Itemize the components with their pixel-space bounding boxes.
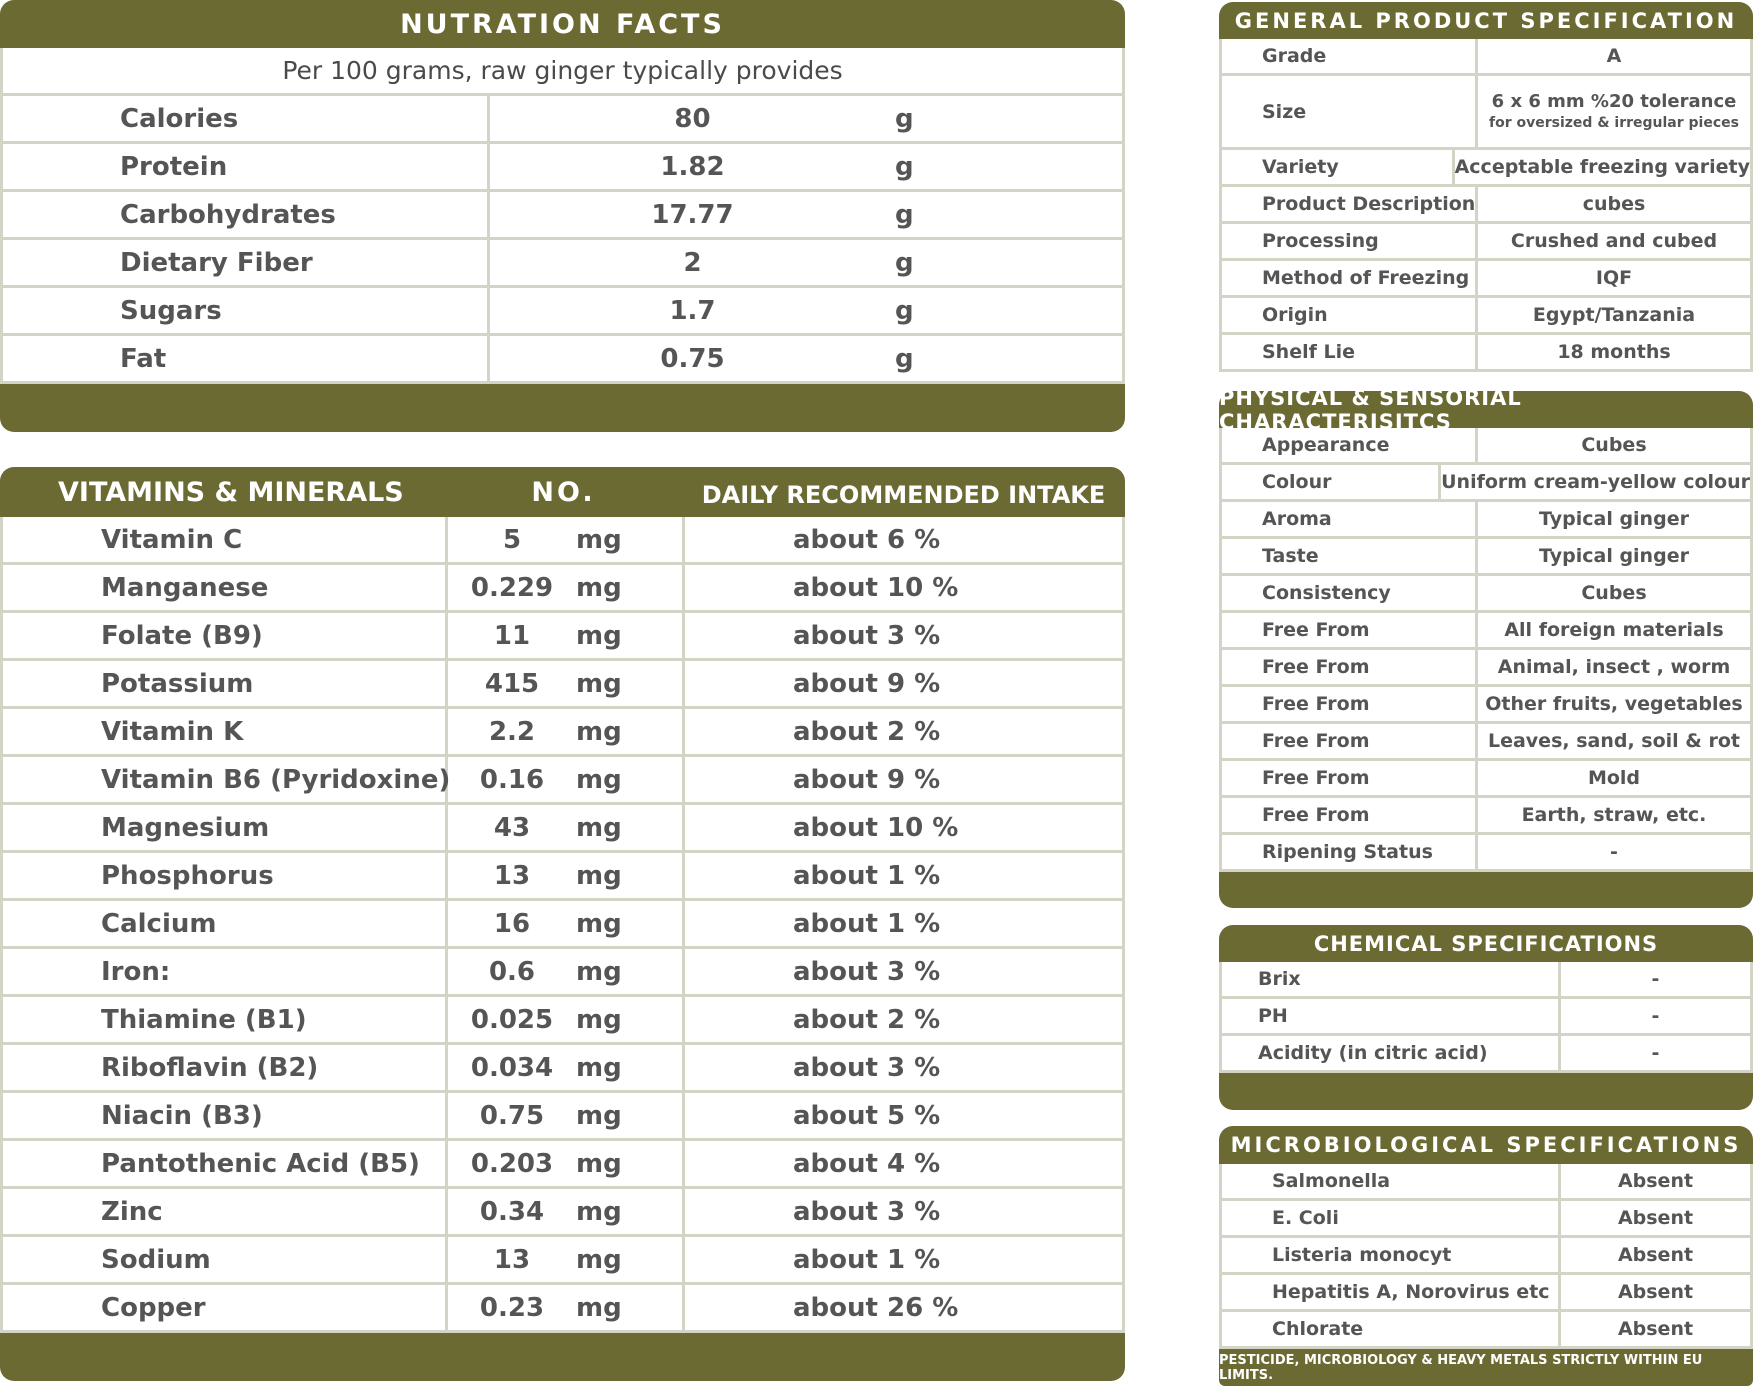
chemical-spec-title: CHEMICAL SPECIFICATIONS bbox=[1219, 925, 1753, 962]
vitamin-unit: mg bbox=[576, 1052, 622, 1083]
nutrition-subtitle-row bbox=[3, 48, 1122, 96]
spec-key: Aroma bbox=[1222, 502, 1478, 536]
vitamin-unit: mg bbox=[576, 716, 622, 747]
vitamin-amount bbox=[448, 1141, 685, 1186]
nutrition-facts-title: NUTRATION FACTS bbox=[0, 0, 1125, 48]
nutrient-label: Carbohydrates bbox=[3, 192, 490, 237]
vitamin-row bbox=[3, 517, 1122, 565]
vitamin-name: Manganese bbox=[3, 565, 448, 610]
vitamin-row bbox=[3, 1093, 1122, 1141]
spec-key: Free From bbox=[1222, 724, 1478, 758]
vitamin-amount bbox=[448, 565, 685, 610]
vitamin-row bbox=[3, 661, 1122, 709]
vitamin-value: 2.2 bbox=[488, 716, 536, 747]
vitamin-intake: about 3 % bbox=[793, 956, 941, 987]
physical-spec-row bbox=[1222, 465, 1750, 502]
spec-value: - bbox=[1651, 1005, 1660, 1027]
vitamin-intake: about 3 % bbox=[793, 1052, 941, 1083]
spec-key: Origin bbox=[1222, 298, 1478, 332]
nutrition-facts-table bbox=[0, 48, 1125, 384]
vitamin-value: 0.34 bbox=[479, 1196, 545, 1227]
vitamin-name: Copper bbox=[3, 1285, 448, 1330]
vitamin-name: Pantothenic Acid (B5) bbox=[3, 1141, 448, 1186]
vitamin-value: 5 bbox=[502, 524, 522, 555]
vitamin-unit: mg bbox=[576, 668, 622, 699]
vitamin-intake: about 5 % bbox=[793, 1100, 941, 1131]
spec-value: Animal, insect , worm bbox=[1497, 656, 1731, 678]
spec-value: Absent bbox=[1617, 1207, 1694, 1229]
vitamin-unit: mg bbox=[576, 620, 622, 651]
vitamin-intake: about 2 % bbox=[793, 716, 941, 747]
spec-value: - bbox=[1610, 841, 1618, 863]
vitamin-intake: about 1 % bbox=[793, 908, 941, 939]
vitamin-value: 0.6 bbox=[488, 956, 536, 987]
spec-value: Leaves, sand, soil & rot bbox=[1487, 730, 1740, 752]
physical-spec-row bbox=[1222, 650, 1750, 687]
physical-sensorial-title: PHYSICAL & SENSORIAL CHARACTERISITCS bbox=[1219, 391, 1753, 428]
spec-value: Other fruits, vegetables bbox=[1485, 693, 1743, 715]
nutrient-value: 1.82 bbox=[660, 151, 725, 182]
vitamin-unit: mg bbox=[576, 1004, 622, 1035]
vitamin-amount bbox=[448, 661, 685, 706]
spec-key: Chlorate bbox=[1222, 1312, 1561, 1346]
nutrition-row bbox=[3, 240, 1122, 288]
spec-value-note: for oversized & irregular pieces bbox=[1489, 115, 1739, 132]
spec-key: Method of Freezing bbox=[1222, 261, 1478, 295]
physical-spec-row bbox=[1222, 576, 1750, 613]
vitamin-value: 0.16 bbox=[479, 764, 545, 795]
vitamin-unit: mg bbox=[576, 1196, 622, 1227]
spec-key: Appearance bbox=[1222, 428, 1478, 462]
vitamin-name: Vitamin K bbox=[3, 709, 448, 754]
nutrient-unit: g bbox=[895, 151, 914, 182]
microbiological-spec-row bbox=[1222, 1275, 1750, 1312]
nutrient-unit: g bbox=[895, 103, 914, 134]
vitamin-value: 43 bbox=[493, 812, 531, 843]
vitamin-amount bbox=[448, 1285, 685, 1330]
vitamin-name: Calcium bbox=[3, 901, 448, 946]
vitamin-intake: about 3 % bbox=[793, 1196, 941, 1227]
chemical-spec-row bbox=[1222, 1036, 1750, 1073]
spec-key: Consistency bbox=[1222, 576, 1478, 610]
microbiological-spec-row bbox=[1222, 1312, 1750, 1349]
vitamin-amount bbox=[448, 709, 685, 754]
vitamin-intake: about 1 % bbox=[793, 860, 941, 891]
general-spec-table bbox=[1219, 39, 1753, 372]
physical-sensorial-footer bbox=[1219, 872, 1753, 908]
spec-key: Free From bbox=[1222, 613, 1478, 647]
vitamin-name: Vitamin B6 (Pyridoxine) bbox=[3, 757, 448, 802]
vitamin-name: Magnesium bbox=[3, 805, 448, 850]
vitamin-amount bbox=[448, 757, 685, 802]
physical-spec-row bbox=[1222, 613, 1750, 650]
vitamin-row bbox=[3, 997, 1122, 1045]
spec-value: Uniform cream-yellow colour bbox=[1441, 471, 1750, 493]
vitamins-footer bbox=[0, 1333, 1125, 1381]
nutrition-facts-panel bbox=[0, 0, 1125, 432]
nutrient-label: Sugars bbox=[3, 288, 490, 333]
vitamin-value: 0.203 bbox=[470, 1148, 554, 1179]
vitamin-intake: about 1 % bbox=[793, 1244, 941, 1275]
nutrient-value: 17.77 bbox=[651, 199, 734, 230]
nutrient-label: Dietary Fiber bbox=[3, 240, 490, 285]
vitamin-value: 16 bbox=[493, 908, 531, 939]
general-spec-row bbox=[1222, 298, 1750, 335]
vitamin-name: Niacin (B3) bbox=[3, 1093, 448, 1138]
vitamin-intake: about 6 % bbox=[793, 524, 941, 555]
vitamin-amount bbox=[448, 1093, 685, 1138]
vitamin-intake: about 9 % bbox=[793, 764, 941, 795]
spec-value: Typical ginger bbox=[1539, 545, 1689, 567]
vitamins-header-intake: DAILY RECOMMENDED INTAKE bbox=[701, 481, 1106, 509]
spec-key: Free From bbox=[1222, 650, 1478, 684]
nutrition-row bbox=[3, 336, 1122, 384]
vitamins-header-no: NO. bbox=[531, 476, 596, 508]
spec-key: Ripening Status bbox=[1222, 835, 1478, 869]
spec-value: 18 months bbox=[1557, 341, 1671, 363]
limits-note: PESTICIDE, MICROBIOLOGY & HEAVY METALS STRICTLY WITHIN EU LIMITS. bbox=[1219, 1349, 1753, 1386]
general-spec-row bbox=[1222, 335, 1750, 372]
spec-value-main: 6 x 6 mm %20 tolerance bbox=[1491, 90, 1737, 112]
vitamin-unit: mg bbox=[576, 572, 622, 603]
vitamins-minerals-panel bbox=[0, 467, 1125, 1381]
spec-value: Typical ginger bbox=[1539, 508, 1689, 530]
physical-spec-row bbox=[1222, 798, 1750, 835]
nutrient-unit: g bbox=[895, 343, 914, 374]
chemical-spec-row bbox=[1222, 999, 1750, 1036]
spec-value: Absent bbox=[1617, 1170, 1694, 1192]
microbiological-spec-table bbox=[1219, 1164, 1753, 1349]
spec-value: Absent bbox=[1617, 1281, 1694, 1303]
chemical-spec-table bbox=[1219, 962, 1753, 1073]
spec-value: Mold bbox=[1587, 767, 1641, 789]
general-spec-row bbox=[1222, 39, 1750, 76]
spec-key: Grade bbox=[1222, 39, 1478, 73]
chemical-spec-panel bbox=[1219, 925, 1753, 1110]
spec-value: A bbox=[1606, 45, 1622, 67]
spec-key: Listeria monocyt bbox=[1222, 1238, 1561, 1272]
spec-key: Variety bbox=[1222, 150, 1455, 184]
vitamin-value: 415 bbox=[484, 668, 540, 699]
spec-value: - bbox=[1651, 968, 1660, 990]
spec-value: All foreign materials bbox=[1504, 619, 1724, 641]
spec-key: Acidity (in citric acid) bbox=[1222, 1036, 1561, 1070]
nutrient-unit: g bbox=[895, 247, 914, 278]
vitamin-row bbox=[3, 853, 1122, 901]
vitamin-unit: mg bbox=[576, 908, 622, 939]
vitamin-value: 13 bbox=[493, 1244, 531, 1275]
vitamin-amount bbox=[448, 1189, 685, 1234]
nutrition-row bbox=[3, 288, 1122, 336]
vitamin-unit: mg bbox=[576, 812, 622, 843]
chemical-spec-footer bbox=[1219, 1073, 1753, 1110]
physical-spec-row bbox=[1222, 502, 1750, 539]
chemical-spec-row bbox=[1222, 962, 1750, 999]
physical-spec-row bbox=[1222, 835, 1750, 872]
spec-value: Cubes bbox=[1581, 582, 1647, 604]
physical-spec-row bbox=[1222, 428, 1750, 465]
vitamin-value: 13 bbox=[493, 860, 531, 891]
vitamin-intake: about 4 % bbox=[793, 1148, 941, 1179]
vitamins-table bbox=[0, 517, 1125, 1333]
vitamin-unit: mg bbox=[576, 1292, 622, 1323]
vitamin-amount bbox=[448, 613, 685, 658]
nutrition-facts-footer bbox=[0, 384, 1125, 432]
nutrient-label: Calories bbox=[3, 96, 490, 141]
vitamin-row bbox=[3, 1285, 1122, 1333]
vitamin-row bbox=[3, 613, 1122, 661]
vitamin-value: 0.75 bbox=[479, 1100, 545, 1131]
spec-key: E. Coli bbox=[1222, 1201, 1561, 1235]
nutrition-row bbox=[3, 192, 1122, 240]
spec-value: Egypt/Tanzania bbox=[1532, 304, 1696, 326]
general-spec-row bbox=[1222, 261, 1750, 298]
general-spec-title: GENERAL PRODUCT SPECIFICATION bbox=[1219, 2, 1753, 39]
general-spec-row bbox=[1222, 224, 1750, 261]
vitamin-name: Riboflavin (B2) bbox=[3, 1045, 448, 1090]
physical-spec-row bbox=[1222, 724, 1750, 761]
vitamin-intake: about 9 % bbox=[793, 668, 941, 699]
vitamin-value: 0.229 bbox=[470, 572, 554, 603]
vitamin-intake: about 10 % bbox=[793, 572, 959, 603]
vitamin-unit: mg bbox=[576, 524, 622, 555]
spec-value: Crushed and cubed bbox=[1510, 230, 1718, 252]
general-spec-row bbox=[1222, 150, 1750, 187]
spec-value: Acceptable freezing variety bbox=[1454, 156, 1750, 178]
physical-spec-row bbox=[1222, 687, 1750, 724]
vitamin-amount bbox=[448, 805, 685, 850]
spec-value: Earth, straw, etc. bbox=[1521, 804, 1707, 826]
spec-key: Size bbox=[1222, 76, 1478, 147]
spec-value: Absent bbox=[1617, 1244, 1694, 1266]
spec-key: Colour bbox=[1222, 465, 1441, 499]
spec-value: - bbox=[1651, 1042, 1660, 1064]
vitamin-value: 0.025 bbox=[470, 1004, 554, 1035]
spec-value: Cubes bbox=[1581, 434, 1647, 456]
spec-key: Processing bbox=[1222, 224, 1478, 258]
nutrient-value: 2 bbox=[683, 247, 702, 278]
vitamin-intake: about 10 % bbox=[793, 812, 959, 843]
nutrient-value: 0.75 bbox=[660, 343, 725, 374]
vitamin-row bbox=[3, 1237, 1122, 1285]
nutrition-row bbox=[3, 96, 1122, 144]
vitamins-header-name: VITAMINS & MINERALS bbox=[58, 476, 404, 508]
vitamin-amount bbox=[448, 1045, 685, 1090]
vitamin-name: Iron: bbox=[3, 949, 448, 994]
spec-key: Free From bbox=[1222, 798, 1478, 832]
vitamin-name: Sodium bbox=[3, 1237, 448, 1282]
vitamin-value: 0.23 bbox=[479, 1292, 545, 1323]
vitamin-row bbox=[3, 901, 1122, 949]
vitamin-unit: mg bbox=[576, 956, 622, 987]
spec-key: Product Description bbox=[1222, 187, 1478, 221]
vitamin-name: Zinc bbox=[3, 1189, 448, 1234]
general-spec-panel bbox=[1219, 2, 1753, 372]
vitamin-row bbox=[3, 1045, 1122, 1093]
nutrient-unit: g bbox=[895, 199, 914, 230]
microbiological-spec-row bbox=[1222, 1201, 1750, 1238]
vitamin-name: Vitamin C bbox=[3, 517, 448, 562]
spec-key: Taste bbox=[1222, 539, 1478, 573]
vitamin-amount bbox=[448, 949, 685, 994]
vitamin-row bbox=[3, 565, 1122, 613]
vitamin-amount bbox=[448, 901, 685, 946]
physical-spec-row bbox=[1222, 761, 1750, 798]
vitamin-name: Thiamine (B1) bbox=[3, 997, 448, 1042]
vitamin-unit: mg bbox=[576, 1100, 622, 1131]
spec-key: Free From bbox=[1222, 687, 1478, 721]
vitamin-row bbox=[3, 1141, 1122, 1189]
spec-key: Brix bbox=[1222, 962, 1561, 996]
microbiological-spec-row bbox=[1222, 1238, 1750, 1275]
general-spec-row bbox=[1222, 187, 1750, 224]
spec-value: Absent bbox=[1617, 1318, 1694, 1340]
vitamin-value: 0.034 bbox=[470, 1052, 554, 1083]
vitamin-unit: mg bbox=[576, 1244, 622, 1275]
vitamin-intake: about 2 % bbox=[793, 1004, 941, 1035]
nutrient-label: Protein bbox=[3, 144, 490, 189]
microbiological-spec-title: MICROBIOLOGICAL SPECIFICATIONS bbox=[1219, 1126, 1753, 1164]
microbiological-spec-row bbox=[1222, 1164, 1750, 1201]
nutrition-row bbox=[3, 144, 1122, 192]
vitamin-unit: mg bbox=[576, 764, 622, 795]
vitamin-row bbox=[3, 805, 1122, 853]
general-spec-row bbox=[1222, 76, 1750, 150]
vitamin-intake: about 3 % bbox=[793, 620, 941, 651]
vitamin-value: 11 bbox=[493, 620, 531, 651]
physical-sensorial-table bbox=[1219, 428, 1753, 872]
vitamin-row bbox=[3, 1189, 1122, 1237]
spec-value: IQF bbox=[1595, 267, 1633, 289]
physical-sensorial-panel bbox=[1219, 385, 1753, 908]
vitamin-name: Folate (B9) bbox=[3, 613, 448, 658]
spec-value bbox=[1478, 76, 1750, 147]
vitamin-name: Potassium bbox=[3, 661, 448, 706]
vitamin-unit: mg bbox=[576, 860, 622, 891]
nutrient-unit: g bbox=[895, 295, 914, 326]
nutrient-label: Fat bbox=[3, 336, 490, 381]
spec-key: Salmonella bbox=[1222, 1164, 1561, 1198]
spec-value: cubes bbox=[1582, 193, 1646, 215]
vitamins-header bbox=[0, 467, 1125, 517]
vitamin-amount bbox=[448, 1237, 685, 1282]
spec-key: Shelf Lie bbox=[1222, 335, 1478, 369]
microbiological-spec-panel bbox=[1219, 1126, 1753, 1386]
vitamin-amount bbox=[448, 517, 685, 562]
spec-key: Hepatitis A, Norovirus etc bbox=[1222, 1275, 1561, 1309]
vitamin-intake: about 26 % bbox=[793, 1292, 959, 1323]
vitamin-name: Phosphorus bbox=[3, 853, 448, 898]
vitamin-row bbox=[3, 709, 1122, 757]
vitamin-unit: mg bbox=[576, 1148, 622, 1179]
vitamin-row bbox=[3, 757, 1122, 805]
nutrient-value: 1.7 bbox=[669, 295, 716, 326]
nutrition-subtitle: Per 100 grams, raw ginger typically provides bbox=[282, 56, 843, 85]
spec-key: Free From bbox=[1222, 761, 1478, 795]
spec-key: PH bbox=[1222, 999, 1561, 1033]
vitamin-row bbox=[3, 949, 1122, 997]
nutrient-value: 80 bbox=[674, 103, 711, 134]
vitamin-amount bbox=[448, 853, 685, 898]
vitamin-amount bbox=[448, 997, 685, 1042]
physical-spec-row bbox=[1222, 539, 1750, 576]
